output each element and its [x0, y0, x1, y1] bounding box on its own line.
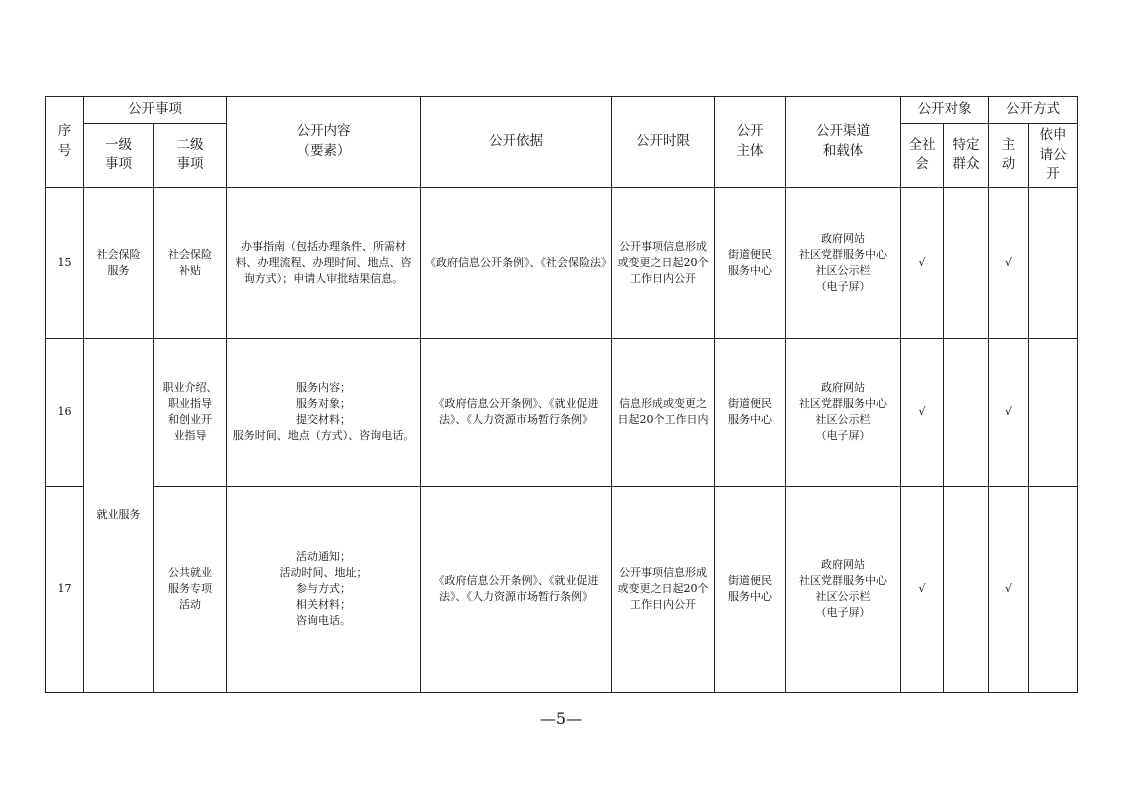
- row-time-limit: 信息形成或变更之日起20个工作日内: [612, 338, 715, 486]
- row-method-request: [1029, 187, 1078, 338]
- header-method-active: 主 动: [989, 124, 1029, 188]
- row-method-active: √: [989, 187, 1029, 338]
- row-method-request: [1029, 338, 1078, 486]
- row-level2: 公共就业 服务专项 活动: [154, 486, 227, 692]
- row-channel: 政府网站 社区党群服务中心 社区公示栏 （电子屏）: [786, 187, 901, 338]
- row-target-specific: [944, 338, 989, 486]
- header-level1: 一级 事项: [84, 124, 154, 188]
- table-row: [46, 338, 1078, 486]
- header-level2: 二级 事项: [154, 124, 227, 188]
- row-level2: 职业介绍、 职业指导 和创业开 业指导: [154, 338, 227, 486]
- table-row: [46, 187, 1078, 338]
- row-target-specific: [944, 486, 989, 692]
- table-row: [46, 486, 1078, 692]
- page-number: —5—: [539, 709, 583, 728]
- header-content: 公开内容 （要素）: [227, 97, 421, 188]
- row-basis: 《政府信息公开条例》、《就业促进法》、《人力资源市场暂行条例》: [421, 338, 612, 486]
- row-level1: 社会保险 服务: [84, 187, 154, 338]
- row-level2: 社会保险 补贴: [154, 187, 227, 338]
- header-channel: 公开渠道 和载体: [786, 97, 901, 188]
- row-channel: 政府网站 社区党群服务中心 社区公示栏 （电子屏）: [786, 338, 901, 486]
- row-target-all: √: [901, 338, 944, 486]
- header-method-request: 依申 请公 开: [1029, 124, 1078, 188]
- row-method-active: √: [989, 486, 1029, 692]
- row-subject: 街道便民 服务中心: [715, 187, 786, 338]
- disclosure-table: [45, 96, 1078, 693]
- row-target-all: √: [901, 486, 944, 692]
- header-time-limit: 公开时限: [612, 97, 715, 188]
- header-target-all: 全社 会: [901, 124, 944, 188]
- row-time-limit: 公开事项信息形成或变更之日起20个工作日内公开: [612, 187, 715, 338]
- row-channel: 政府网站 社区党群服务中心 社区公示栏 （电子屏）: [786, 486, 901, 692]
- header-item-group: 公开事项: [84, 97, 227, 124]
- row-target-all: √: [901, 187, 944, 338]
- row-level1: 就业服务: [84, 338, 154, 692]
- row-content: 服务内容； 服务对象； 提交材料； 服务时间、地点（方式）、咨询电话。: [227, 338, 421, 486]
- row-basis: 《政府信息公开条例》、《就业促进法》、《人力资源市场暂行条例》: [421, 486, 612, 692]
- header-subject: 公开 主体: [715, 97, 786, 188]
- row-content: 活动通知； 活动时间、地址； 参与方式； 相关材料； 咨询电话。: [227, 486, 421, 692]
- header-target-group: 公开对象: [901, 97, 989, 124]
- row-method-request: [1029, 486, 1078, 692]
- row-content: 办事指南（包括办理条件、所需材料、办理流程、办理时间、地点、咨询方式）；申请人审批结果信息。: [227, 187, 421, 338]
- row-seq: 16: [46, 338, 84, 486]
- row-target-specific: [944, 187, 989, 338]
- header-seq: 序 号: [46, 97, 84, 188]
- row-seq: 15: [46, 187, 84, 338]
- header-method-group: 公开方式: [989, 97, 1078, 124]
- header-basis: 公开依据: [421, 97, 612, 188]
- row-time-limit: 公开事项信息形成或变更之日起20个工作日内公开: [612, 486, 715, 692]
- row-subject: 街道便民 服务中心: [715, 486, 786, 692]
- row-subject: 街道便民 服务中心: [715, 338, 786, 486]
- row-basis: 《政府信息公开条例》、《社会保险法》: [421, 187, 612, 338]
- row-method-active: √: [989, 338, 1029, 486]
- row-seq: 17: [46, 486, 84, 692]
- header-target-specific: 特定 群众: [944, 124, 989, 188]
